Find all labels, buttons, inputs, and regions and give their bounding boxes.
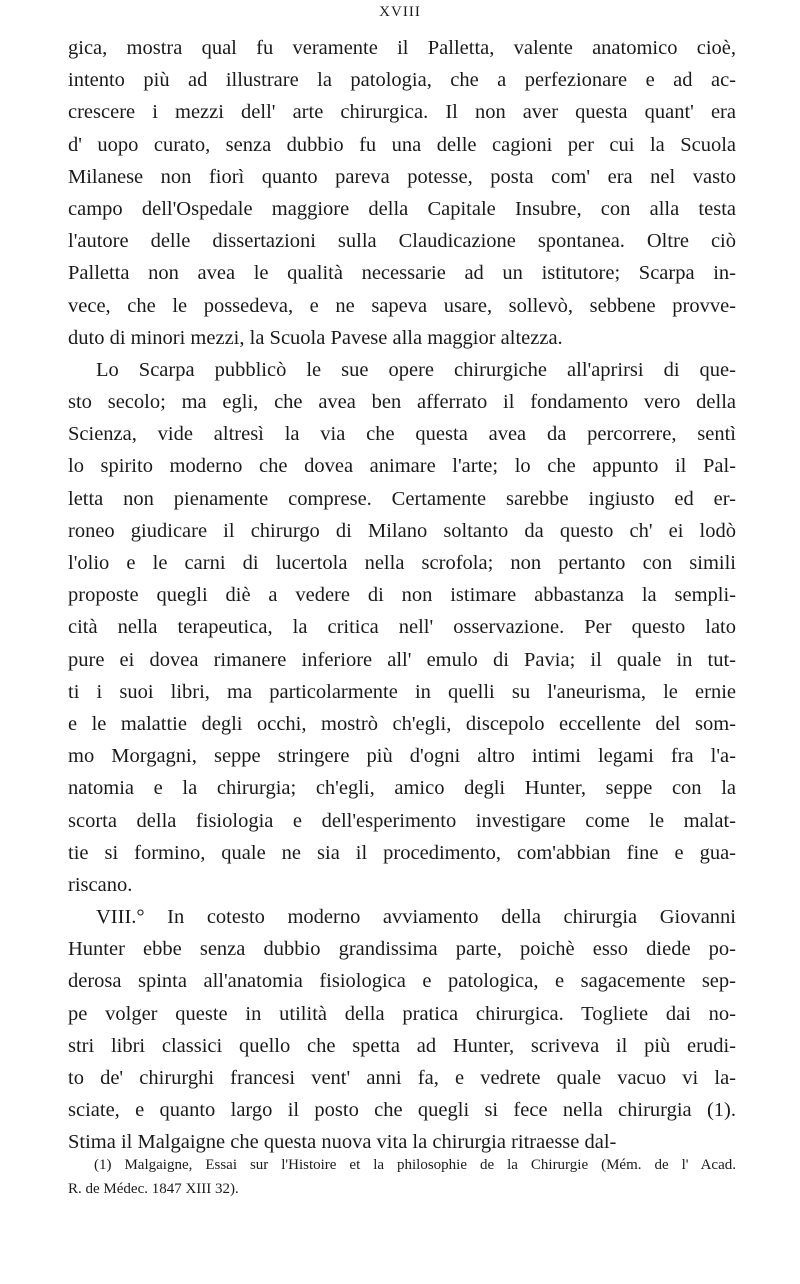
text-line: lo spirito moderno che dovea animare l'arte; lo che appunto il Pal- <box>68 455 736 478</box>
text-line: d' uopo curato, senza dubbio fu una delle cagioni per cui la Scuola <box>68 133 736 156</box>
text-line: crescere i mezzi dell' arte chirurgica. Il non aver questa quant' era <box>68 101 736 124</box>
text-line: ti i suoi libri, ma particolarmente in quelli su l'aneurisma, le ernie <box>68 680 736 703</box>
text-line: sto secolo; ma egli, che avea ben afferrato il fondamento vero della <box>68 391 736 414</box>
text-line: pure ei dovea rimanere inferiore all' emulo di Pavia; il quale in tut- <box>68 648 736 671</box>
text-line: scorta della fisiologia e dell'esperimento investigare come le malat- <box>68 809 736 832</box>
text-line: duto di minori mezzi, la Scuola Pavese alla maggior altezza. <box>68 326 563 349</box>
text-line: cità nella terapeutica, la critica nell' osservazione. Per questo lato <box>68 616 736 639</box>
text-line: VIII.° In cotesto moderno avviamento della chirurgia Giovanni <box>96 906 736 929</box>
text-line: Lo Scarpa pubblicò le sue opere chirurgiche all'aprirsi di que- <box>96 358 736 381</box>
text-line: Milanese non fiorì quanto pareva potesse, posta com' era nel vasto <box>68 165 736 188</box>
text-line: campo dell'Ospedale maggiore della Capitale Insubre, con alla testa <box>68 197 736 220</box>
text-line: Stima il Malgaigne che questa nuova vita la chirurgia ritraesse dal- <box>68 1131 617 1154</box>
text-line: Palletta non avea le qualità necessarie ad un istitutore; Scarpa in- <box>68 262 736 285</box>
text-line: intento più ad illustrare la patologia, che a perfezionare e ad ac- <box>68 69 736 92</box>
text-line: proposte quegli diè a vedere di non istimare abbastanza la sempli- <box>68 584 736 607</box>
text-line: e le malattie degli occhi, mostrò ch'egli, discepolo eccellente del som- <box>68 712 736 735</box>
text-line: roneo giudicare il chirurgo di Milano soltanto da questo ch' ei lodò <box>68 519 736 542</box>
text-line: sciate, e quanto largo il posto che quegli si fece nella chirurgia (1). <box>68 1099 736 1122</box>
text-line: mo Morgagni, seppe stringere più d'ogni altro intimi legami fra l'a- <box>68 745 736 768</box>
text-line: derosa spinta all'anatomia fisiologica e patologica, e sagacemente sep- <box>68 970 736 993</box>
text-line: natomia e la chirurgia; ch'egli, amico degli Hunter, seppe con la <box>68 777 736 800</box>
text-line: Scienza, vide altresì la via che questa avea da percorrere, sentì <box>68 423 736 446</box>
text-line: gica, mostra qual fu veramente il Palletta, valente anatomico cioè, <box>68 37 736 59</box>
text-line: vece, che le possedeva, e ne sapeva usare, sollevò, sebbene provve- <box>68 294 736 317</box>
text-line: Hunter ebbe senza dubbio grandissima parte, poichè esso diede po- <box>68 938 736 961</box>
text-line: to de' chirurghi francesi vent' anni fa, e vedrete quale vacuo vi la- <box>68 1067 736 1089</box>
footnotes <box>68 1153 736 1201</box>
text-line: l'autore delle dissertazioni sulla Claudicazione spontanea. Oltre ciò <box>68 230 736 253</box>
footnote-line: R. de Médec. 1847 XIII 32). <box>68 1181 239 1197</box>
page-number: XVIII <box>379 4 421 20</box>
text-line: letta non pienamente comprese. Certamente sarebbe ingiusto ed er- <box>68 487 736 510</box>
text-line: riscano. <box>68 873 133 896</box>
body-text <box>68 32 736 1159</box>
footnote-line: (1) Malgaigne, Essai sur l'Histoire et la philosophie de la Chirurgie (Mém. de l' Acad. <box>94 1157 736 1173</box>
text-line: stri libri classici quello che spetta ad Hunter, scriveva il più erudi- <box>68 1034 736 1057</box>
text-line: pe volger queste in utilità della pratica chirurgica. Toglietе dai no- <box>68 1002 736 1025</box>
text-line: l'olio e le carni di lucertola nella scrofola; non pertanto con simili <box>68 552 736 574</box>
text-line: tie si formino, quale ne sia il procedimento, com'abbian fine e gua- <box>68 841 736 864</box>
